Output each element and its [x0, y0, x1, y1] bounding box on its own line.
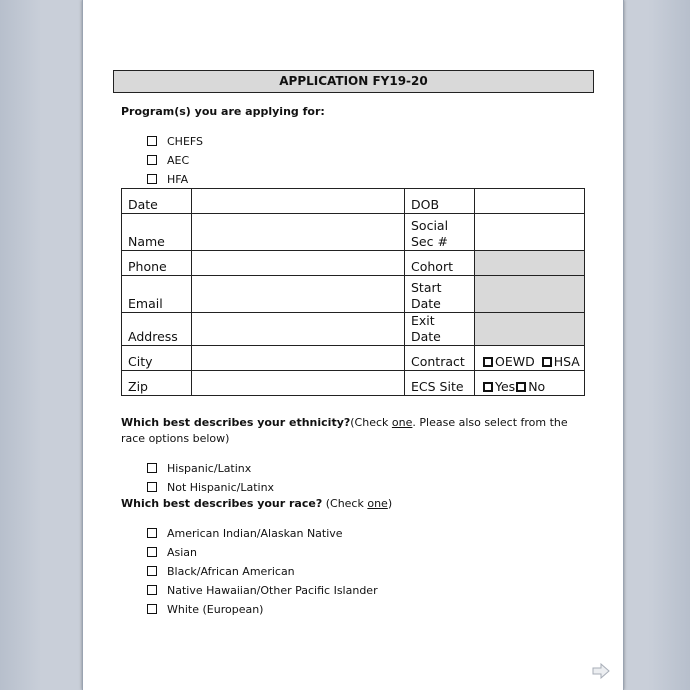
ethnicity-option-label: Not Hispanic/Latinx [167, 481, 275, 494]
table-row [122, 346, 585, 371]
city-field[interactable] [192, 346, 405, 371]
race-option-label: American Indian/Alaskan Native [167, 527, 343, 540]
contract-options [475, 346, 585, 371]
zip-field[interactable] [192, 371, 405, 396]
field-label-name: Name [122, 214, 192, 251]
ethnicity-option-not-hispanic[interactable] [147, 480, 274, 496]
race-heading-pre: (Check [322, 497, 368, 510]
document-page [82, 0, 624, 690]
race-heading-one: one [367, 497, 388, 510]
program-option-chefs[interactable] [147, 134, 203, 150]
table-row [122, 189, 585, 214]
exit-date-field [475, 313, 585, 346]
contract-option-label: OEWD [495, 354, 535, 369]
applicant-info-table [121, 188, 585, 396]
field-label-city: City [122, 346, 192, 371]
checkbox[interactable] [147, 604, 157, 614]
program-option-label: HFA [167, 173, 189, 186]
race-option-label: Asian [167, 546, 198, 559]
checkbox[interactable] [147, 155, 157, 165]
checkbox-yes[interactable] [483, 382, 493, 392]
program-option-aec[interactable] [147, 153, 189, 169]
field-label-start-date [405, 276, 475, 313]
race-heading [121, 496, 581, 512]
ssn-label: Social Sec # [411, 218, 449, 249]
email-field[interactable] [192, 276, 405, 313]
field-label-phone: Phone [122, 251, 192, 276]
name-field[interactable] [192, 214, 405, 251]
program-option-hfa[interactable] [147, 172, 188, 188]
race-option-label: Black/African American [167, 565, 295, 578]
start-date-field [475, 276, 585, 313]
programs-heading: Program(s) you are applying for: [121, 105, 325, 118]
race-option-american-indian[interactable] [147, 526, 343, 542]
checkbox[interactable] [147, 528, 157, 538]
table-row [122, 276, 585, 313]
document-title: APPLICATION FY19-20 [113, 70, 594, 93]
date-field[interactable] [192, 189, 405, 214]
field-label-exit-date: Exit Date [405, 313, 475, 346]
race-option-label: White (European) [167, 603, 264, 616]
race-option-black[interactable] [147, 564, 295, 580]
next-page-arrow-icon[interactable] [592, 663, 610, 679]
race-option-label: Native Hawaiian/Other Pacific Islander [167, 584, 378, 597]
table-row [122, 214, 585, 251]
contract-option-label: HSA [553, 354, 580, 369]
field-label-ecs-site: ECS Site [405, 371, 475, 396]
checkbox[interactable] [147, 585, 157, 595]
ethnicity-heading [121, 415, 581, 447]
checkbox[interactable] [147, 482, 157, 492]
ethnicity-heading-one: one [391, 416, 413, 429]
cohort-field [475, 251, 585, 276]
field-label-cohort: Cohort [405, 251, 475, 276]
ecs-site-options [475, 371, 585, 396]
field-label-zip: Zip [122, 371, 192, 396]
ethnicity-heading-bold: Which best describes your ethnicity? [121, 416, 351, 429]
field-label-address: Address [122, 313, 192, 346]
field-label-date: Date [122, 189, 192, 214]
program-option-label: CHEFS [167, 135, 204, 148]
checkbox[interactable] [147, 547, 157, 557]
table-row [122, 251, 585, 276]
checkbox-hsa[interactable] [542, 357, 552, 367]
race-option-white[interactable] [147, 602, 263, 618]
race-option-native-hawaiian[interactable] [147, 583, 378, 599]
address-field[interactable] [192, 313, 405, 346]
phone-field[interactable] [192, 251, 405, 276]
field-label-contract: Contract [405, 346, 475, 371]
checkbox[interactable] [147, 174, 157, 184]
ecs-option-label: Yes [495, 379, 516, 394]
race-heading-post: ) [387, 497, 393, 510]
race-heading-bold: Which best describes your race? [121, 497, 323, 510]
table-row [122, 313, 585, 346]
checkbox-oewd[interactable] [483, 357, 493, 367]
checkbox[interactable] [147, 566, 157, 576]
ethnicity-heading-post: . Please also select from the race options below) [121, 416, 568, 445]
ecs-option-label: No [528, 379, 546, 394]
ethnicity-option-label: Hispanic/Latinx [167, 462, 252, 475]
field-label-email: Email [122, 276, 192, 313]
dob-field[interactable] [475, 189, 585, 214]
program-option-label: AEC [167, 154, 190, 167]
checkbox[interactable] [147, 463, 157, 473]
field-label-ssn [405, 214, 475, 251]
checkbox[interactable] [147, 136, 157, 146]
table-row [122, 371, 585, 396]
field-label-dob: DOB [405, 189, 475, 214]
ethnicity-heading-pre: (Check [350, 416, 392, 429]
checkbox-no[interactable] [516, 382, 526, 392]
ssn-field[interactable] [475, 214, 585, 251]
race-option-asian[interactable] [147, 545, 197, 561]
ethnicity-option-hispanic[interactable] [147, 461, 251, 477]
start-date-label: Start Date [411, 280, 442, 311]
